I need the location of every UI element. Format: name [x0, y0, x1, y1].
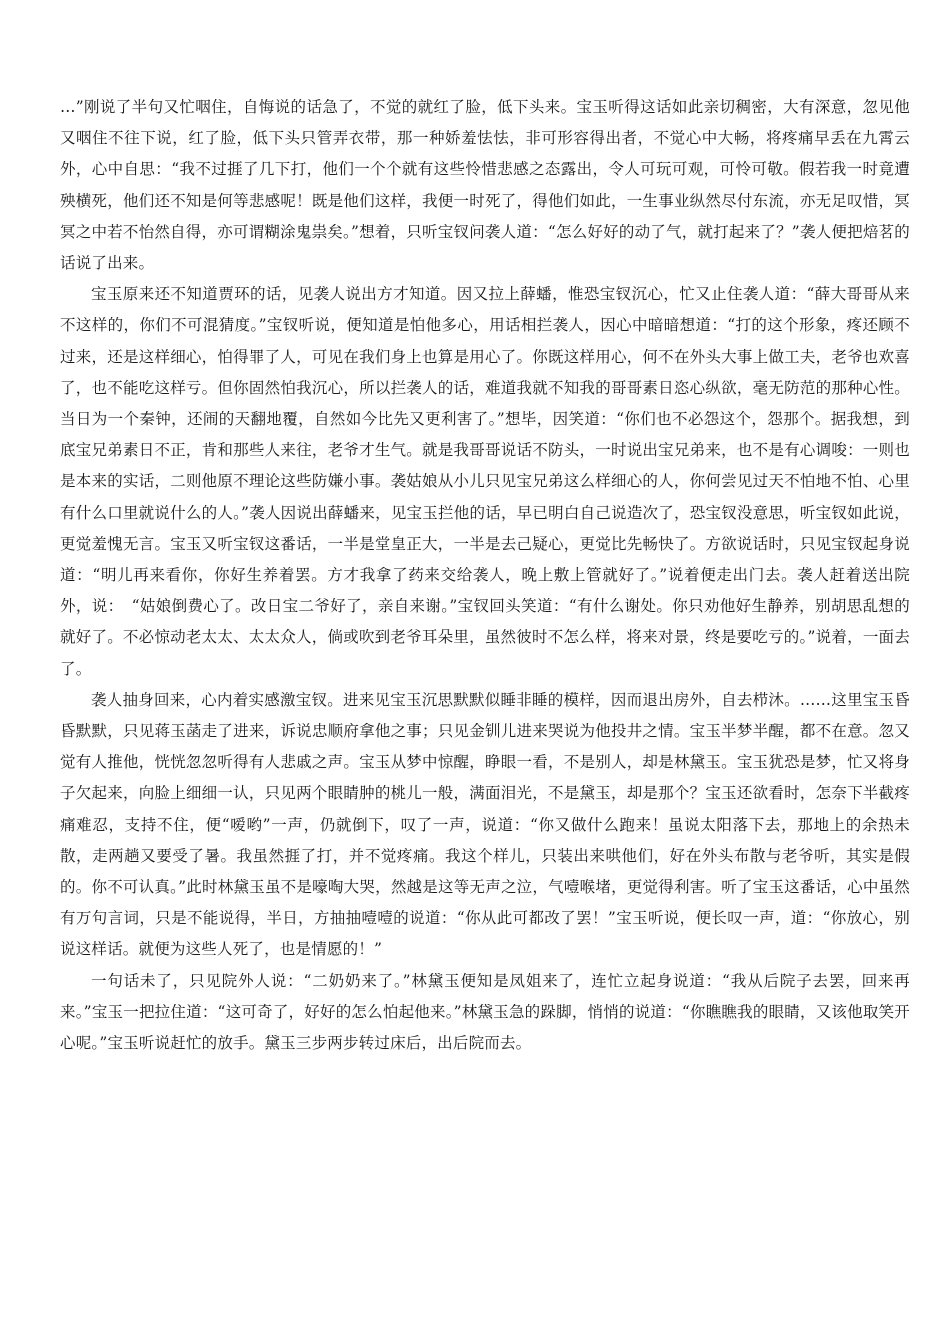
paragraph-3: 袭人抽身回来，心内着实感激宝钗。进来见宝玉沉思默默似睡非睡的模样，因而退出房外，自去栉沐。……这里宝玉昏昏默默，只见蒋玉菡走了进来，诉说忠顺府拿他之事；只见金钏儿进来哭说为他投井之情。宝玉半梦半醒，都不在意。忽又觉有人推他，恍恍忽忽听得有人悲戚之声。宝玉从梦中惊醒，睁眼一看，不是别人，却是林黛玉。宝玉犹恐是梦，忙又将身子欠起来，向脸上细细一认，只见两个眼睛肿的桃儿一般，满面泪光，不是黛玉，却是那个？宝玉还欲看时，怎奈下半截疼痛难忍，支持不住，便“嗳哟”一声，仍就倒下，叹了一声，说道：“你又做什么跑来！虽说太阳落下去，那地上的余热未散，走两趟又要受了暑。我虽然捱了打，并不觉疼痛。我这个样儿，只装出来哄他们，好在外头布散与老爷听，其实是假的。你不可认真。”此时林黛玉虽不是嚎啕大哭，然越是这等无声之泣，气噎喉堵，更觉得利害。听了宝玉这番话，心中虽然有万句言词，只是不能说得，半日，方抽抽噎噎的说道：“你从此可都改了罢！”宝玉听说，便长叹一声，道：“你放心，别说这样话。就便为这些人死了，也是情愿的！”: [60, 690, 910, 959]
paragraph-1: …”刚说了半句又忙咽住，自悔说的话急了，不觉的就红了脸，低下头来。宝玉听得这话如此亲切稠密，大有深意，忽见他又咽住不往下说，红了脸，低下头只管弄衣带，那一种娇羞怯怯，非可形容得出者，不觉心中大畅，将疼痛早丢在九霄云外，心中自思：“我不过捱了几下打，他们一个个就有这些怜惜悲感之态露出，令人可玩可观，可怜可敬。假若我一时竟遭殃横死，他们还不知是何等悲感呢！既是他们这样，我便一时死了，得他们如此，一生事业纵然尽付东流，亦无足叹惜，冥冥之中若不怡然自得，亦可谓糊涂鬼祟矣。”想着，只听宝钗问袭人道：“怎么好好的动了气，就打起来了？”袭人便把焙茗的话说了出来。: [60, 98, 910, 273]
paragraph-2: 宝玉原来还不知道贾环的话，见袭人说出方才知道。因又拉上薛蟠，惟恐宝钗沉心，忙又止住袭人道：“薛大哥哥从来不这样的，你们不可混猜度。”宝钗听说，便知道是怕他多心，用话相拦袭人，因心中暗暗想道：“打的这个形象，疼还顾不过来，还是这样细心，怕得罪了人，可见在我们身上也算是用心了。你既这样用心，何不在外头大事上做工夫，老爷也欢喜了，也不能吃这样亏。但你固然怕我沉心，所以拦袭人的话，难道我就不知我的哥哥素日恣心纵欲，毫无防范的那种心性。当日为一个秦钟，还闹的天翻地覆，自然如今比先又更利害了。”想毕，因笑道：“你们也不必怨这个，怨那个。据我想，到底宝兄弟素日不正，肯和那些人来往，老爷才生气。就是我哥哥说话不防头，一时说出宝兄弟来，也不是有心调唆：一则也是本来的实话，二则他原不理论这些防嫌小事。袭姑娘从小儿只见宝兄弟这么样细心的人，你何尝见过天不怕地不怕、心里有什么口里就说什么的人。”袭人因说出薛蟠来，见宝玉拦他的话，早已明白自己说造次了，恐宝钗没意思，听宝钗如此说，更觉羞愧无言。宝玉又听宝钗这番话，一半是堂皇正大，一半是去己疑心，更觉比先畅快了。方欲说话时，只见宝钗起身说道：“明儿再来看你，你好生养着罢。方才我拿了药来交给袭人，晚上敷上管就好了。”说着便走出门去。袭人赶着送出院外，说： “姑娘倒费心了。改日宝二爷好了，亲自来谢。”宝钗回头笑道：“有什么谢处。你只劝他好生静养，别胡思乱想的就好了。不必惊动老太太、太太众人，倘或吹到老爷耳朵里，虽然彼时不怎么样，将来对景，终是要吃亏的。”说着，一面去了。: [60, 285, 910, 678]
paragraph-4: 一句话未了，只见院外人说：“二奶奶来了。”林黛玉便知是凤姐来了，连忙立起身说道：“我从后院子去罢，回来再来。”宝玉一把拉住道：“这可奇了，好好的怎么怕起他来。”林黛玉急的跺脚，悄悄的说道：“你瞧瞧我的眼睛，又该他取笑开心呢。”宝玉听说赶忙的放手。黛玉三步两步转过床后，出后院而去。: [60, 971, 910, 1053]
document-page: [60, 92, 910, 1059]
